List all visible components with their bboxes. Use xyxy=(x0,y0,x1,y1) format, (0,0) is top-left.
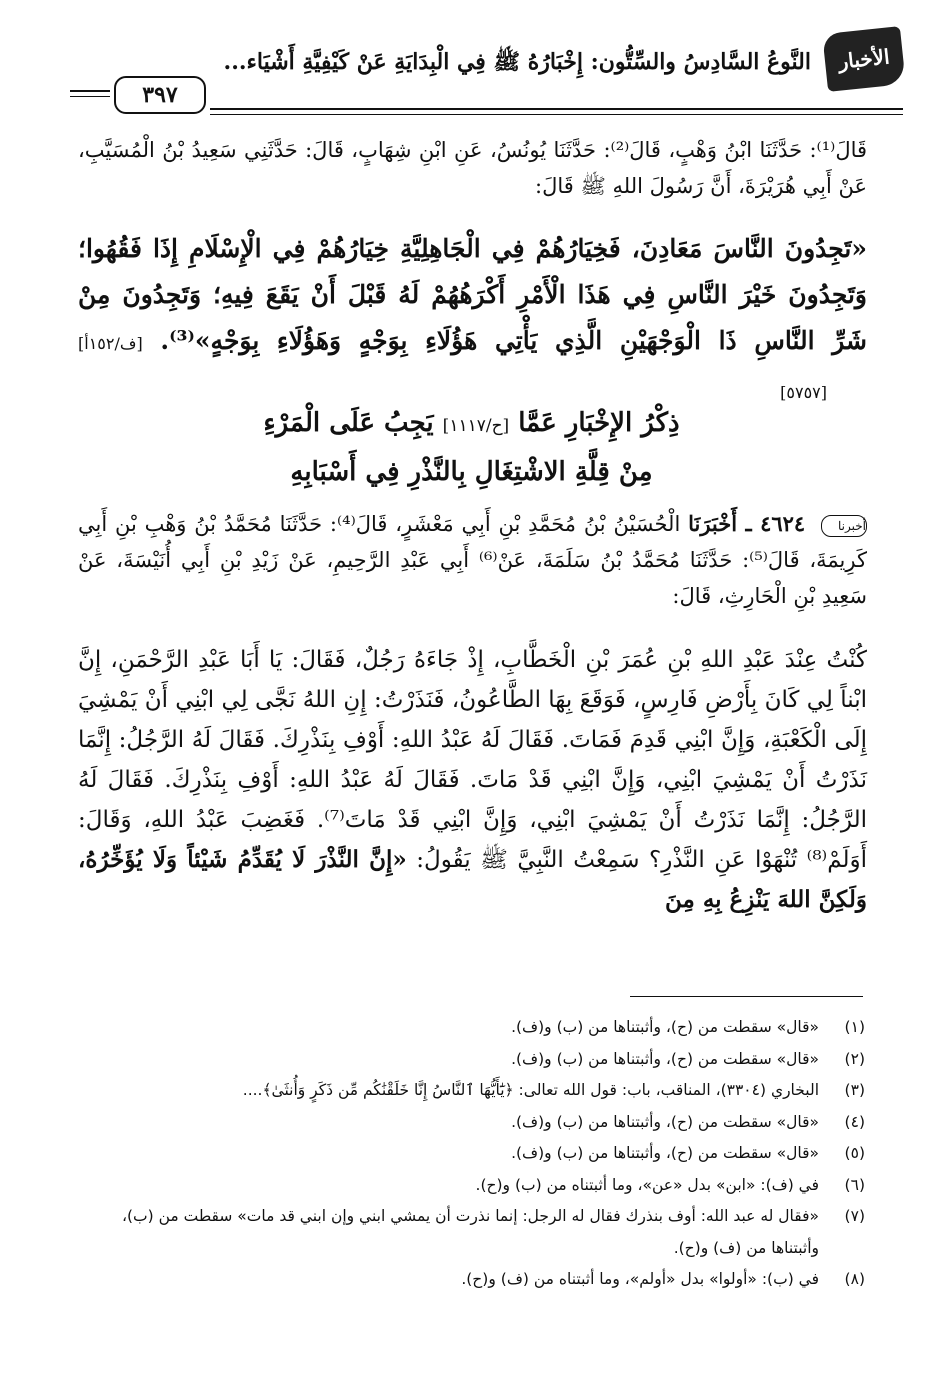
footnote xyxy=(70,1264,865,1296)
hadith-2-story-text: كُنْتُ عِنْدَ عَبْدِ اللهِ بْنِ عُمَرَ بْنِ الْخَطَّابِ، إِذْ جَاءَهُ رَجُلٌ، فَقَالَ: يَا أَبَا عَبْدِ الرَّحْمَنِ، إِنَّ ابْناً لِي كَانَ بِأَرْضِ فَارِسٍ، فَوَقَعَ بِهَا الطَّاعُونُ، فَنَذَرْتُ: إِنِ اللهُ نَجَّى لِي ابْنِي أَنْ يَمْشِيَ إِلَى الْكَعْبَةِ، وَإِنَّ ابْنِي قَدِمَ فَمَاتَ. فَقَالَ لَهُ عَبْدُ اللهِ: أَوْفِ بِنَذْرِكَ. فَقَالَ لَهُ الرَّجُلُ: إِنَّمَا نَذَرْتُ أَنْ يَمْشِيَ ابْنِي، وَإِنَّ ابْنِي قَدْ مَاتَ. فَقَالَ لَهُ عَبْدُ اللهِ: أَوْفِ بِنَذْرِكَ. فَقَالَ لَهُ الرَّجُلُ: إِنَّمَا نَذَرْتُ أَنْ يَمْشِيَ ابْنِي، وَإِنَّ ابْنِي قَدْ مَاتَ⁽⁷⁾. فَغَضِبَ عَبْدُ اللهِ، وَقَالَ: أَوَلَمْ⁽⁸⁾ تُنْهَوْا عَنِ النَّذْرِ؟ سَمِعْتُ النَّبِيَّ ﷺ يَقُولُ: xyxy=(78,647,868,873)
footnote-number: (٨) xyxy=(844,1270,865,1288)
running-title: النَّوعُ السَّادِسُ والسِّتُّون: إِخْبَارُهُ ﷺ فِي الْبِدَايَةِ عَنْ كَيْفِيَّةِ أَشْيَاء... xyxy=(223,49,811,75)
isnad-paragraph-2 xyxy=(78,506,867,614)
footnote-number: (٤) xyxy=(844,1112,865,1131)
footnote-text: في (ب): «أولوا» بدل «أولم»، وما أثبتناه من (ف) و(ح). xyxy=(461,1270,819,1288)
footnote-number: (١) xyxy=(844,1018,865,1036)
akhbarana-icon: أخبرنا xyxy=(821,515,867,537)
isnad-paragraph-1: قَالَ⁽¹⁾: حَدَّثَنَا ابْنُ وَهْبٍ، قَالَ⁽²⁾: حَدَّثَنَا يُونُسُ، عَنِ ابْنِ شِهَابٍ، قَالَ: حَدَّثَنِي سَعِيدُ بْنُ الْمُسَيَّبِ، عَنْ أَبِي هُرَيْرَةَ، أَنَّ رَسُولَ اللهِ ﷺ قَالَ: xyxy=(78,138,868,198)
chapter-heading-line-2: مِنْ قِلَّةِ الاشْتِغَالِ بِالنَّذْرِ فِي أَسْبَابِهِ xyxy=(290,457,653,487)
footnote xyxy=(70,1012,865,1044)
hadith-number: [٥٧٥٧] xyxy=(780,383,827,402)
manuscript-ref: [ف/١٥٢أ] xyxy=(78,334,143,353)
footnote-number: (٥) xyxy=(844,1144,865,1162)
footnote xyxy=(70,1107,865,1139)
footnote-text: «فقال له عبد الله: أوف بنذرك فقال له الرجل: إنما نذرت أن يمشي ابني وإن ابني قد مات» سقطت من (ب)، وأثبتناها من (ف) و(ح). xyxy=(121,1207,819,1257)
header-rule-left xyxy=(70,90,110,92)
footnote xyxy=(70,1170,865,1202)
hadith-2-number: ٤٦٢٤ ـ أَخْبَرَنَا xyxy=(688,511,806,536)
footnote-text: «قال» سقطت من (ح)، وأثبتناها من (ب) و(ف). xyxy=(511,1144,819,1162)
footnote-number: (٦) xyxy=(844,1175,865,1194)
footnotes xyxy=(70,1012,865,1296)
hadith-2-prophetic-saying: «إِنَّ النَّذْرَ لَا يُقَدِّمُ شَيْئاً وَلَا يُؤَخِّرُهُ، وَلَكِنَّ اللهَ يَنْزِعُ بِهِ مِنَ xyxy=(78,846,867,913)
hadith-2-story xyxy=(78,640,867,920)
chapter-manuscript-ref: [ح/١١١٧] xyxy=(442,416,510,436)
hadith-text-1 xyxy=(78,226,867,416)
header-rule-left-thin xyxy=(70,96,110,97)
hadith-1-body: «تَجِدُونَ النَّاسَ مَعَادِنَ، فَخِيَارُهُمْ فِي الْجَاهِلِيَّةِ خِيَارُهُمْ فِي الْإِسْلَامِ إِذَا فَقُهُوا؛ وَتَجِدُونَ خَيْرَ النَّاسِ فِي هَذَا الْأَمْرِ أَكْرَهُهُمْ لَهُ قَبْلَ أَنْ يَقَعَ فِيهِ؛ وَتَجِدُونَ مِنْ شَرِّ النَّاسِ ذَا الْوَجْهَيْنِ الَّذِي يَأْتِي هَؤُلَاءِ بِوَجْهٍ وَهَؤُلَاءِ بِوَجْهٍ»⁽³⁾. xyxy=(78,234,867,355)
footnote-number: (٢) xyxy=(844,1049,865,1068)
page-number: ٣٩٧ xyxy=(114,76,206,114)
header-rule xyxy=(210,108,903,110)
footnote-number: (٧) xyxy=(844,1207,865,1225)
header-rule-thin xyxy=(210,114,903,115)
footnote-text: البخاري (٣٣٠٤)، المناقب، باب: قول الله تعالى: ﴿يَٰٓأَيُّهَا ٱلنَّاسُ إِنَّا خَلَقْنَٰكُم مِّن ذَكَرٍ وَأُنثَىٰ﴾.... xyxy=(242,1081,819,1099)
footnote xyxy=(70,1138,865,1170)
footnote xyxy=(70,1044,865,1076)
footnote-text: في (ف): «ابن» بدل «عن»، وما أثبتناه من (ب) و(ح). xyxy=(475,1175,819,1194)
footnote-text: «قال» سقطت من (ح)، وأثبتناها من (ب) و(ف). xyxy=(511,1112,819,1131)
footnote xyxy=(70,1201,865,1264)
footnote-text: «قال» سقطت من (ح)، وأثبتناها من (ب) و(ف). xyxy=(511,1018,819,1036)
hadith-2-isnad: الْحُسَيْنُ بْنُ مُحَمَّدِ بْنِ أَبِي مَعْشَرٍ، قَالَ⁽⁴⁾: حَدَّثَنَا مُحَمَّدُ بْنُ وَهْبِ بْنِ أَبِي كَرِيمَةَ، قَالَ⁽⁵⁾: حَدَّثَنَا مُحَمَّدُ بْنُ سَلَمَةَ، عَنْ⁽⁶⁾ أَبِي عَبْدِ الرَّحِيمِ، عَنْ زَيْدِ بْنِ أَبِي أُنَيْسَةَ، عَنْ سَعِيدِ بْنِ الْحَارِثِ، قَالَ: xyxy=(78,512,867,608)
footnote xyxy=(70,1075,865,1107)
chapter-heading-part-b: يَجِبُ عَلَى الْمَرْءِ xyxy=(263,408,434,438)
chapter-heading xyxy=(70,400,873,495)
chapter-heading-part-a: ذِكْرُ الإِخْبَارِ عَمَّا xyxy=(518,408,680,438)
book-section-badge: الأخبار xyxy=(822,26,906,92)
footnote-text: «قال» سقطت من (ح)، وأثبتناها من (ب) و(ف). xyxy=(511,1049,819,1068)
footnote-number: (٣) xyxy=(844,1081,865,1099)
page-header xyxy=(70,30,903,108)
chapter-heading-line-1 xyxy=(70,400,873,449)
footnote-separator xyxy=(630,996,863,997)
